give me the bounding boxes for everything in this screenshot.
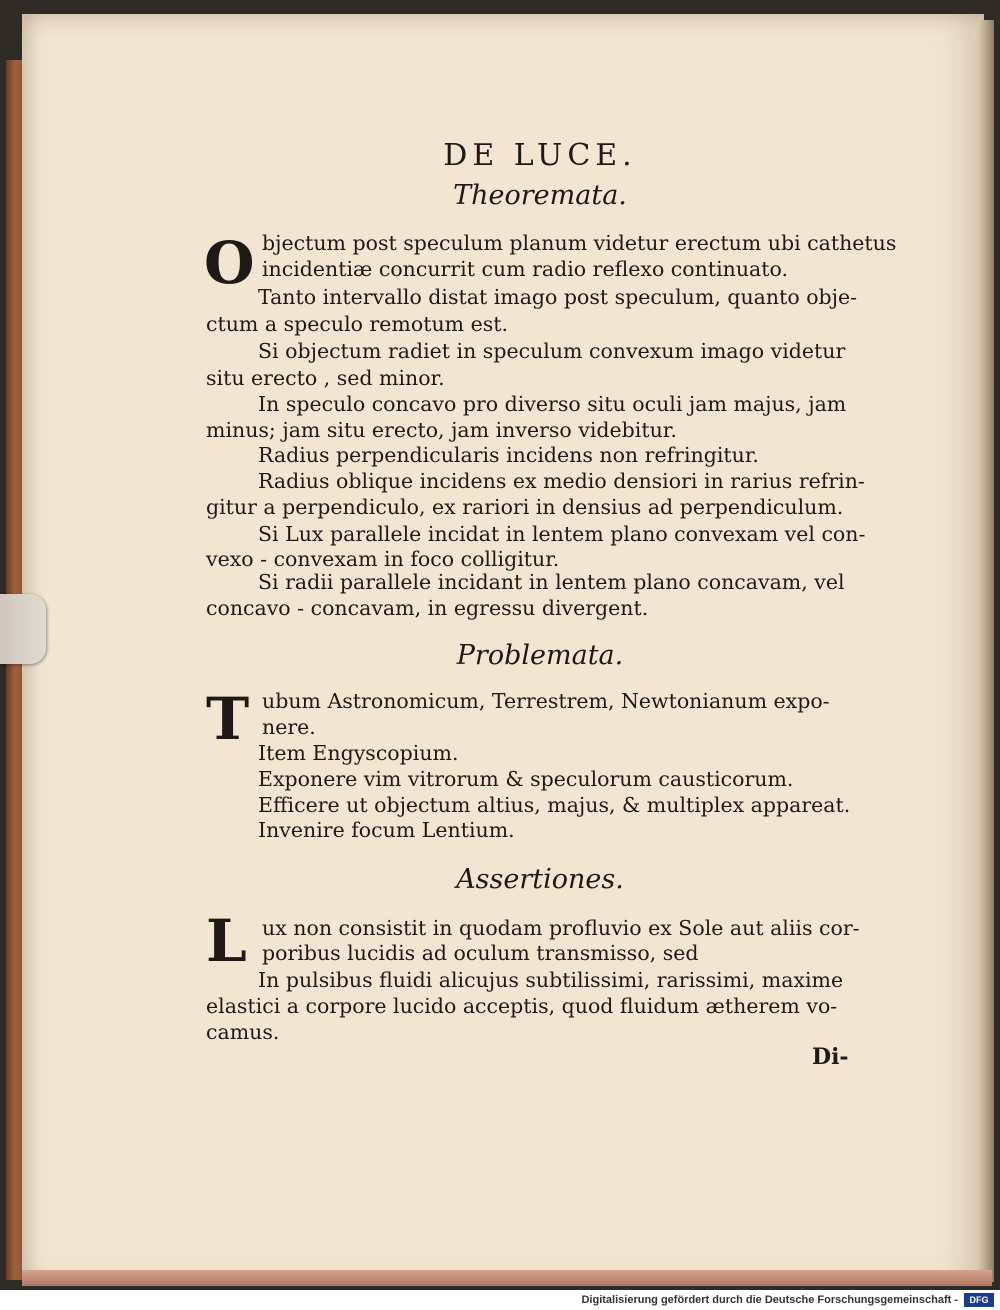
page-right-edge	[978, 20, 994, 1282]
dropcap-l: L	[206, 907, 247, 975]
text-line: vexo - convexam in foco colligitur.	[206, 547, 560, 571]
text-line: In speculo concavo pro diverso situ oculi jam majus, jam	[258, 392, 847, 416]
section-heading-assertiones: Assertiones.	[456, 864, 624, 895]
text-line: camus.	[206, 1020, 280, 1044]
footer-credit: Digitalisierung gefördert durch die Deutsche Forschungsgemeinschaft -	[581, 1294, 958, 1306]
text-line: Exponere vim vitrorum & speculorum causticorum.	[258, 767, 794, 791]
text-line: Invenire focum Lentium.	[258, 818, 515, 842]
text-line: Radius perpendicularis incidens non refringitur.	[258, 443, 759, 467]
text-line: incidentiæ concurrit cum radio reflexo continuato.	[262, 257, 788, 281]
text-line: ubum Astronomicum, Terrestrem, Newtonianum expo-	[262, 689, 830, 713]
section-heading-problemata: Problemata.	[456, 640, 624, 671]
dropcap-t: T	[206, 685, 250, 753]
text-line: concavo - concavam, in egressu divergent.	[206, 596, 649, 620]
catchword: Di-	[812, 1044, 849, 1070]
text-line: ux non consistit in quodam profluvio ex Sole aut aliis cor-	[262, 916, 860, 940]
text-line: Item Engyscopium.	[258, 741, 459, 765]
dfg-logo-icon[interactable]: DFG	[964, 1293, 994, 1307]
dropcap-o: O	[204, 229, 255, 297]
text-line: ctum a speculo remotum est.	[206, 312, 509, 336]
text-line: nere.	[262, 715, 316, 739]
section-heading-theoremata: Theoremata.	[453, 180, 627, 211]
text-line: Efficere ut objectum altius, majus, & multiplex appareat.	[258, 793, 851, 817]
text-line: Si radii parallele incidant in lentem plano concavam, vel	[258, 570, 845, 594]
text-line: gitur a perpendiculo, ex rariori in densius ad perpendiculum.	[206, 495, 844, 519]
text-line: Si Lux parallele incidat in lentem plano convexam vel con-	[258, 522, 866, 546]
text-line: poribus lucidis ad oculum transmisso, sed	[262, 941, 699, 965]
page-bottom-edge	[22, 1270, 992, 1286]
page-title: DE LUCE.	[443, 138, 637, 173]
text-line: Tanto intervallo distat imago post speculum, quanto obje-	[258, 285, 858, 309]
text-line: elastici a corpore lucido acceptis, quod fluidum ætherem vo-	[206, 994, 838, 1018]
text-line: bjectum post speculum planum videtur erectum ubi cathetus	[262, 231, 897, 255]
text-line: Si objectum radiet in speculum convexum imago videtur	[258, 339, 846, 363]
text-line: Radius oblique incidens ex medio densiori in rarius refrin-	[258, 469, 865, 493]
text-line: In pulsibus fluidi alicujus subtilissimi, rarissimi, maxime	[258, 968, 844, 992]
text-line: minus; jam situ erecto, jam inverso videbitur.	[206, 418, 677, 442]
bookmark-tab	[0, 594, 46, 664]
text-line: situ erecto , sed minor.	[206, 366, 445, 390]
